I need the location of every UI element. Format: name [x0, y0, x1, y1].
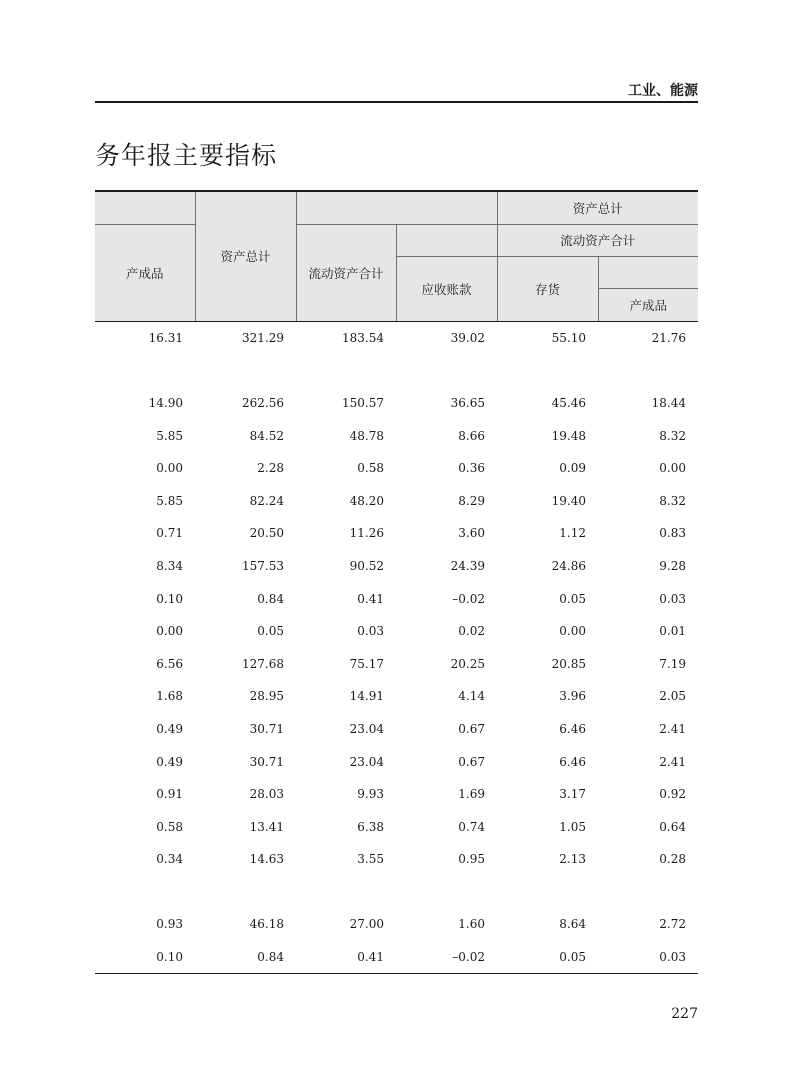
table-row [95, 810, 698, 843]
header-finished-goods-left: 产成品 [95, 224, 195, 321]
table-cell: 127.68 [242, 656, 284, 671]
table-cell: 0.00 [156, 624, 183, 639]
table-cell: 3.96 [559, 689, 586, 704]
page-number: 227 [671, 1006, 698, 1022]
table-cell: 6.38 [357, 819, 384, 834]
table-cell: 0.00 [559, 624, 586, 639]
table-row [95, 778, 698, 811]
table-row [95, 419, 698, 452]
table-cell: 3.55 [357, 852, 384, 867]
table-cell: 39.02 [450, 330, 485, 345]
table-cell: 90.52 [349, 558, 384, 573]
table-cell: 0.01 [659, 624, 687, 639]
header-total-assets: 资产总计 [195, 191, 296, 321]
table-cell [396, 876, 497, 909]
table-cell: 14.91 [349, 689, 384, 704]
header-current-assets: 流动资产合计 [296, 224, 396, 321]
table-cell: 7.19 [659, 656, 687, 671]
table-cell: 28.95 [249, 689, 284, 704]
table-cell: 30.71 [249, 754, 284, 769]
table-cell: 1.05 [559, 819, 586, 834]
table-cell [396, 354, 497, 387]
spacer-row [95, 354, 698, 387]
table-cell: 0.92 [659, 787, 687, 802]
table-cell [497, 876, 598, 909]
table-cell [195, 876, 296, 909]
table-cell: 0.67 [458, 754, 485, 769]
table-cell: 0.03 [357, 624, 384, 639]
table-cell [598, 876, 698, 909]
table-cell: 0.67 [458, 721, 485, 736]
table-cell: 0.10 [95, 941, 195, 974]
table-cell: 23.04 [349, 721, 384, 736]
table-cell: 0.74 [458, 819, 485, 834]
table-cell: 20.50 [249, 526, 284, 541]
table-cell: 0.58 [156, 819, 183, 834]
indicator-table [95, 190, 698, 974]
table-cell [95, 876, 195, 909]
table-cell: 0.91 [156, 787, 183, 802]
table-cell: 19.40 [551, 493, 586, 508]
page-title: 务年报主要指标 [95, 141, 278, 170]
header-accounts-receivable: 应收账款 [396, 256, 497, 321]
table-cell: 262.56 [242, 395, 284, 410]
table-cell: 0.41 [296, 941, 396, 974]
table-header [95, 191, 698, 321]
table-cell: 36.65 [450, 395, 485, 410]
table-cell: 0.09 [559, 461, 586, 476]
section-label: 工业、能源 [628, 83, 698, 99]
table-cell: 0.05 [257, 624, 284, 639]
table-cell: 1.69 [458, 787, 485, 802]
table-cell: 14.63 [249, 852, 284, 867]
table-cell: 150.57 [342, 395, 384, 410]
table-row [95, 452, 698, 485]
table-cell [195, 354, 296, 387]
table-row [95, 908, 698, 941]
table-cell: 28.03 [249, 787, 284, 802]
table-cell: 0.02 [458, 624, 485, 639]
table-cell: 6.46 [559, 721, 586, 736]
table-cell: 0.05 [497, 941, 598, 974]
table-cell: 75.17 [349, 656, 384, 671]
table-cell: 20.25 [450, 656, 485, 671]
table-cell [497, 354, 598, 387]
table-row [95, 484, 698, 517]
table-cell: 20.85 [551, 656, 586, 671]
table-row [95, 647, 698, 680]
table-cell: 16.31 [148, 330, 183, 345]
table-cell: 0.00 [659, 461, 687, 476]
header-finished-goods-right: 产成品 [598, 288, 698, 321]
table-cell: 9.28 [659, 558, 687, 573]
table-cell: 0.03 [659, 591, 687, 606]
table-cell: 8.64 [559, 917, 586, 932]
table-cell: 1.12 [559, 526, 586, 541]
table-cell: 30.71 [249, 721, 284, 736]
table-row [95, 745, 698, 778]
table-cell: 0.10 [156, 591, 183, 606]
table-cell: 2.41 [659, 721, 687, 736]
table-row [95, 615, 698, 648]
table-cell: 0.58 [357, 461, 384, 476]
table-cell: 6.56 [156, 656, 183, 671]
table-cell: –0.02 [452, 591, 485, 606]
table-row [95, 550, 698, 583]
table-cell: 0.84 [257, 591, 284, 606]
table-row [95, 387, 698, 420]
table-cell: 0.64 [659, 819, 687, 834]
table-cell: 13.41 [249, 819, 284, 834]
table-cell: 0.71 [156, 526, 183, 541]
table-row [95, 321, 698, 354]
table-cell: 27.00 [349, 917, 384, 932]
header-blank-cell-3 [598, 256, 698, 288]
table-cell: 0.34 [156, 852, 183, 867]
table-cell: 0.83 [659, 526, 687, 541]
table-cell: 2.28 [257, 461, 284, 476]
table-row [95, 517, 698, 550]
table-cell: 5.85 [156, 428, 183, 443]
table-cell: 183.54 [342, 330, 384, 345]
table-cell: 1.68 [156, 689, 183, 704]
table-cell: 45.46 [551, 395, 586, 410]
table-cell: 21.76 [651, 330, 687, 345]
table-cell: 0.95 [458, 852, 485, 867]
table-cell: 0.36 [458, 461, 485, 476]
table-cell: 19.48 [551, 428, 586, 443]
table-cell: 48.20 [349, 493, 384, 508]
header-blank-cell [95, 191, 195, 224]
table-row [95, 582, 698, 615]
table-cell: 84.52 [249, 428, 284, 443]
table-cell: 0.49 [156, 721, 183, 736]
table-cell: 0.28 [659, 852, 687, 867]
table-cell: 157.53 [242, 558, 284, 573]
table-cell: 8.32 [659, 493, 687, 508]
table-cell: 3.17 [559, 787, 586, 802]
table-row [95, 680, 698, 713]
table-cell: 2.41 [659, 754, 687, 769]
table-cell: 18.44 [651, 395, 687, 410]
table-cell: 9.93 [357, 787, 384, 802]
table-cell: 0.00 [156, 461, 183, 476]
table-row [95, 713, 698, 746]
table-cell: 1.60 [458, 917, 485, 932]
spacer-row [95, 876, 698, 909]
table-cell: 0.03 [598, 941, 698, 974]
table-cell: 82.24 [249, 493, 284, 508]
table-cell: 55.10 [551, 330, 586, 345]
table-cell: 0.41 [357, 591, 384, 606]
table-cell: 2.05 [659, 689, 687, 704]
table-cell [598, 354, 698, 387]
table-cell: 48.78 [349, 428, 384, 443]
table-cell: 46.18 [249, 917, 284, 932]
table-cell: 0.93 [156, 917, 183, 932]
header-blank-span [296, 191, 497, 224]
table-body [95, 321, 698, 974]
table-cell: 8.34 [156, 558, 183, 573]
header-blank-cell-2 [396, 224, 497, 256]
table-cell: 8.32 [659, 428, 687, 443]
table-cell: 2.13 [559, 852, 586, 867]
header-group-total-assets: 资产总计 [497, 191, 698, 224]
table-cell: 4.14 [458, 689, 485, 704]
table-cell: 0.05 [559, 591, 586, 606]
table-cell: 0.84 [195, 941, 296, 974]
table-cell: 23.04 [349, 754, 384, 769]
table-cell: 6.46 [559, 754, 586, 769]
table-cell: 321.29 [242, 330, 284, 345]
table-cell: 24.86 [551, 558, 586, 573]
table-cell: 8.29 [458, 493, 485, 508]
table-cell: 24.39 [450, 558, 485, 573]
table-cell: –0.02 [396, 941, 497, 974]
table-cell: 0.49 [156, 754, 183, 769]
table-row [95, 941, 698, 974]
table-cell: 5.85 [156, 493, 183, 508]
table-cell [296, 354, 396, 387]
table-cell [95, 354, 195, 387]
table-cell [296, 876, 396, 909]
table-cell: 14.90 [148, 395, 183, 410]
table-cell: 11.26 [349, 526, 384, 541]
header-inventory: 存货 [497, 256, 598, 321]
table-cell: 8.66 [458, 428, 485, 443]
header-rule [95, 101, 698, 103]
table-row [95, 843, 698, 876]
header-group-current-assets: 流动资产合计 [497, 224, 698, 256]
table-cell: 3.60 [458, 526, 485, 541]
table-cell: 2.72 [659, 917, 687, 932]
